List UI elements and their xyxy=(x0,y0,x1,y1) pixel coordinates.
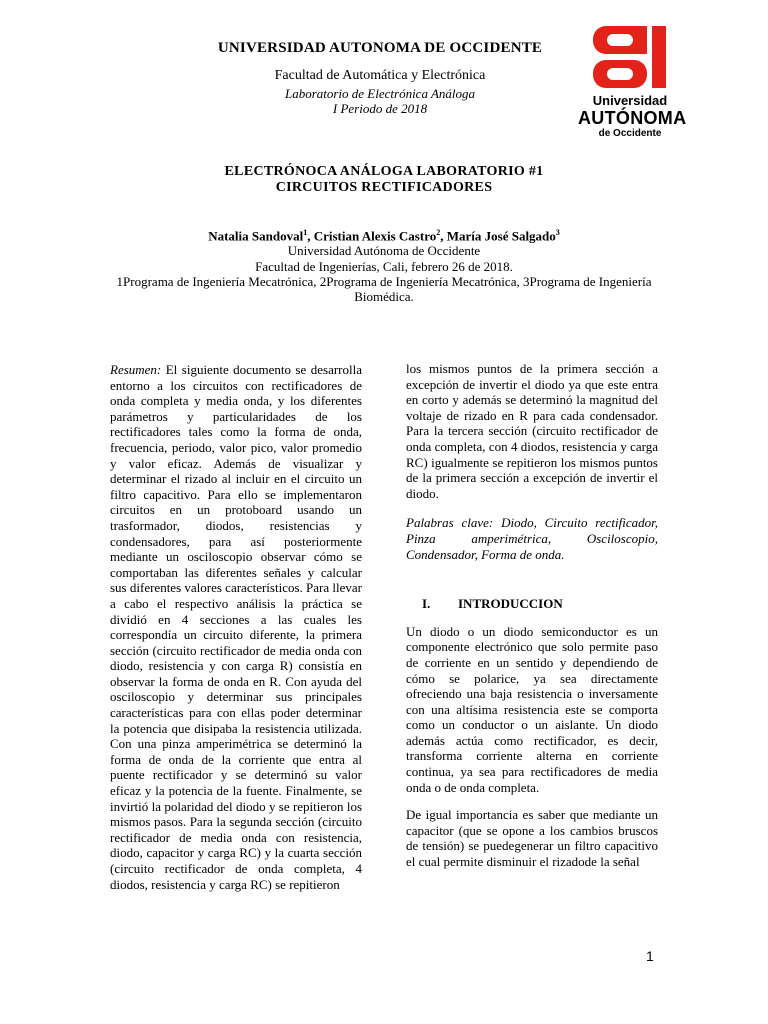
abstract-label: Resumen: xyxy=(110,362,162,377)
affiliation-programs: 1Programa de Ingeniería Mecatrónica, 2Programa de Ingeniería Mecatrónica, 3Programa de Ingeniería Biomédica. xyxy=(116,274,652,304)
abstract-paragraph xyxy=(110,362,362,892)
section-heading-introduction xyxy=(406,596,658,612)
author-2-sup: 2 xyxy=(436,228,441,237)
academic-period: I Periodo de 2018 xyxy=(332,101,428,116)
affiliation-faculty-date: Facultad de Ingenierías, Cali, febrero 26 de 2018. xyxy=(255,259,513,274)
author-list: Natalia Sandoval$^1$, Cristian Alexis Castro$^2$, María José Salgado$^3$ xyxy=(208,228,560,244)
keywords-paragraph xyxy=(406,515,658,562)
lab-name: Laboratorio de Electrónica Análoga xyxy=(284,86,476,101)
logo-text-universidad: Universidad xyxy=(592,93,668,108)
page-number: 1 xyxy=(646,948,654,964)
right-column xyxy=(406,361,658,870)
faculty-name: Facultad de Automática y Electrónica xyxy=(274,68,486,83)
author-1-sup: 1 xyxy=(303,228,308,237)
author-3-sup: 3 xyxy=(555,228,560,237)
keywords-text: Diodo, Circuito rectificador, Pinza amperimétrica, Osciloscopio, Condensador, Forma de onda. xyxy=(406,515,659,562)
affiliation-university: Universidad Autónoma de Occidente xyxy=(287,243,481,258)
section-number: I. xyxy=(422,596,431,612)
abstract-continuation: los mismos puntos de la primera sección a excepción de invertir el diodo ya que este entra en corto y además se determinó la magnitud del voltaje de rizado en R para cada condensador. Para la tercera sección (circuito rectificador de onda completa, con 4 diodos, resistencia y carga RC) igualmente se repitieron los mismos puntos de la primera sección a excepción de invertir el diodo. xyxy=(406,361,658,501)
section-title: INTRODUCCION xyxy=(458,596,563,612)
abstract-text: El siguiente documento se desarrolla entorno a los circuitos con rectificadores de onda completa y media onda, y los diferentes parámetros y particularidades de los rectificadores tales como la forma de onda, frecuencia, periodo, valor pico, valor promedio y valor eficaz. Además de visualizar y determinar el rizado al incluir en el circuito un filtro capacitivo. Para ello se implementaron circuitos en un protoboard usando un trasformador, diodos, resistencias y condensadores, para así posteriormente mediante un osciloscopio observar cómo se comportaban las diferentes señales y calcular sus diferentes valores característicos. Para llevar a cabo el respectivo análisis la práctica se dividió en 4 secciones a las cuales les correspondía un circuito diferente, la primera sección (circuito rectificador de media onda con diodo, resistencia y con carga R) consistía en observar la forma de onda en R. Con ayuda del osciloscopio y determinar sus principales características para con ellas poder determinar la potencia que disipaba la resistencia utilizada. Con una pinza amperimétrica se determinó la forma de onda de la corriente que entra al puente rectificador y se determinó su valor eficaz y la potencia de la fuente. Finalmente, se invirtió la polaridad del diodo y se repitieron los mismos pasos. Para la segunda sección (circuito rectificador de media onda con resistencia, diodo, capacitor y carga RC) y la cuarta sección (circuito rectificador de onda completa, 4 diodos, resistencia y carga RC) se repitieron xyxy=(110,362,362,892)
uao-logo-mark-icon xyxy=(590,24,670,92)
logo-text-autonoma: AUTÓNOMA xyxy=(578,108,687,128)
logo-text-occidente: de Occidente xyxy=(598,128,662,139)
author-1: Natalia Sandoval xyxy=(208,228,304,244)
author-2: Cristian Alexis Castro xyxy=(313,228,437,244)
paper-title-line-2: CIRCUITOS RECTIFICADORES xyxy=(275,180,493,195)
intro-paragraph-1: Un diodo o un diodo semiconductor es un componente electrónico que solo permite paso de corriente en un sentido y dependiendo de cómo se polarice, ya sea directamente ofreciendo una baja resistencia o inversamente con una altísima resistencia este se comporta como un conductor o un aislante. Un diodo además actúa como rectificador, es decir, transforma corriente alterna en corriente continua, ya sea para rectificadores de media onda o de onda completa. xyxy=(406,623,658,795)
paper-title-line-1: ELECTRÓNOCA ANÁLOGA LABORATORIO #1 xyxy=(224,164,544,179)
intro-paragraph-2: De igual importancia es saber que mediante un capacitor (que se opone a los cambios bruscos de tensión) se puedegenerar un filtro capacitivo el cual permite disminuir el rizadode la señal xyxy=(406,807,658,870)
keywords-label: Palabras clave: xyxy=(406,515,494,531)
left-column xyxy=(110,362,362,892)
university-name: UNIVERSIDAD AUTONOMA DE OCCIDENTE xyxy=(217,40,543,56)
author-3: María José Salgado xyxy=(446,228,556,244)
university-logo xyxy=(578,24,687,139)
